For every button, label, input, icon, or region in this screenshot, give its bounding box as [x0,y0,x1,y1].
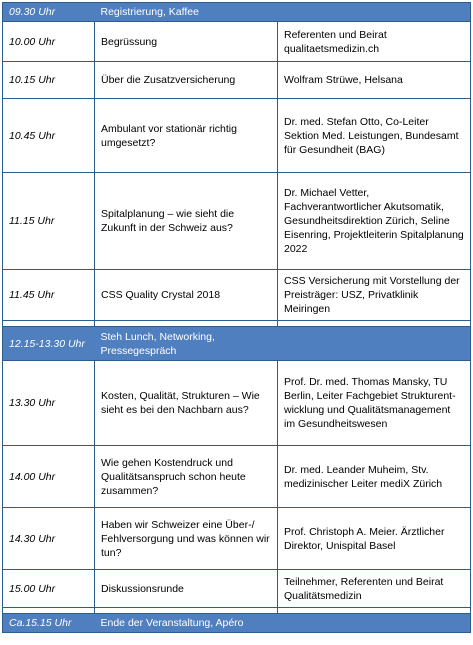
topic-cell: Kosten, Qualität, Strukturen – Wie sieht es bei den Nachbarn aus? [95,361,278,446]
time-cell: 10.15 Uhr [3,62,95,99]
agenda-row [3,361,471,446]
agenda-row [3,270,471,321]
topic-cell [95,327,471,361]
speaker-cell: Referenten und Beirat qualitaetsmedizin.ch [278,22,471,62]
time-cell: 10.00 Uhr [3,22,95,62]
topic-cell: Diskussionsrunde [95,570,278,608]
topic-cell: CSS Quality Crystal 2018 [95,270,278,321]
time-cell: 11.45 Uhr [3,270,95,321]
topic-cell: Spitalplanung – wie sieht die Zukunft in der Schweiz aus? [95,173,278,270]
agenda-row [3,570,471,608]
agenda-row [3,62,471,99]
agenda-row [3,99,471,173]
speaker-cell: Teilnehmer, Referenten und Beirat Qualitätsmedizin [278,570,471,608]
agenda-row [3,22,471,62]
topic-cell: Über die Zusatzversicherung [95,62,278,99]
time-cell: Ca.15.15 Uhr [3,614,95,633]
speaker-cell: Dr. med. Leander Muheim, Stv. medizinischer Leiter mediX Zürich [278,446,471,508]
topic-cell: Begrüssung [95,22,278,62]
speaker-cell: Wolfram Strüwe, Helsana [278,62,471,99]
agenda-row [3,446,471,508]
agenda-row-registration [3,3,471,22]
time-cell: 13.30 Uhr [3,361,95,446]
speaker-cell: Prof. Dr. med. Thomas Mansky, TU Berlin, Leiter Fachgebiet Strukturent-wicklung und Qualitätsmanagement im Gesundheitswesen [278,361,471,446]
time-cell: 14.00 Uhr [3,446,95,508]
speaker-cell: CSS Versicherung mit Vorstellung der Preisträger: USZ, Privatklinik Meiringen [278,270,471,321]
agenda-row [3,508,471,570]
agenda-row-closing [3,614,471,633]
speaker-cell: Dr. med. Stefan Otto, Co-Leiter Sektion Med. Leistungen, Bundesamt für Gesundheit (BAG) [278,99,471,173]
agenda-row-lunch [3,327,471,361]
agenda-table [2,2,471,633]
time-cell: 11.15 Uhr [3,173,95,270]
speaker-cell: Prof. Christoph A. Meier. Ärztlicher Direktor, Unispital Basel [278,508,471,570]
topic-cell: Wie gehen Kostendruck und Qualitätsanspruch schon heute zusammen? [95,446,278,508]
lunch-label: Steh Lunch, Networking, Pressegespräch [100,330,215,357]
time-cell: 15.00 Uhr [3,570,95,608]
topic-cell: Registrierung, Kaffee [95,3,471,22]
time-cell: 10.45 Uhr [3,99,95,173]
time-cell: 09.30 Uhr [3,3,95,22]
topic-cell: Ende der Veranstaltung, Apéro [95,614,471,633]
speaker-cell: Dr. Michael Vetter, Fachverantwortlicher Akutsomatik, Gesundheitsdirektion Zürich, Seline Eisenring, Projektleiterin Spitalplanung 2022 [278,173,471,270]
topic-cell: Haben wir Schweizer eine Über-/ Fehlversorgung und was können wir tun? [95,508,278,570]
topic-cell: Ambulant vor stationär richtig umgesetzt? [95,99,278,173]
agenda-row [3,173,471,270]
time-cell: 14.30 Uhr [3,508,95,570]
time-cell: 12.15-13.30 Uhr [3,327,95,361]
